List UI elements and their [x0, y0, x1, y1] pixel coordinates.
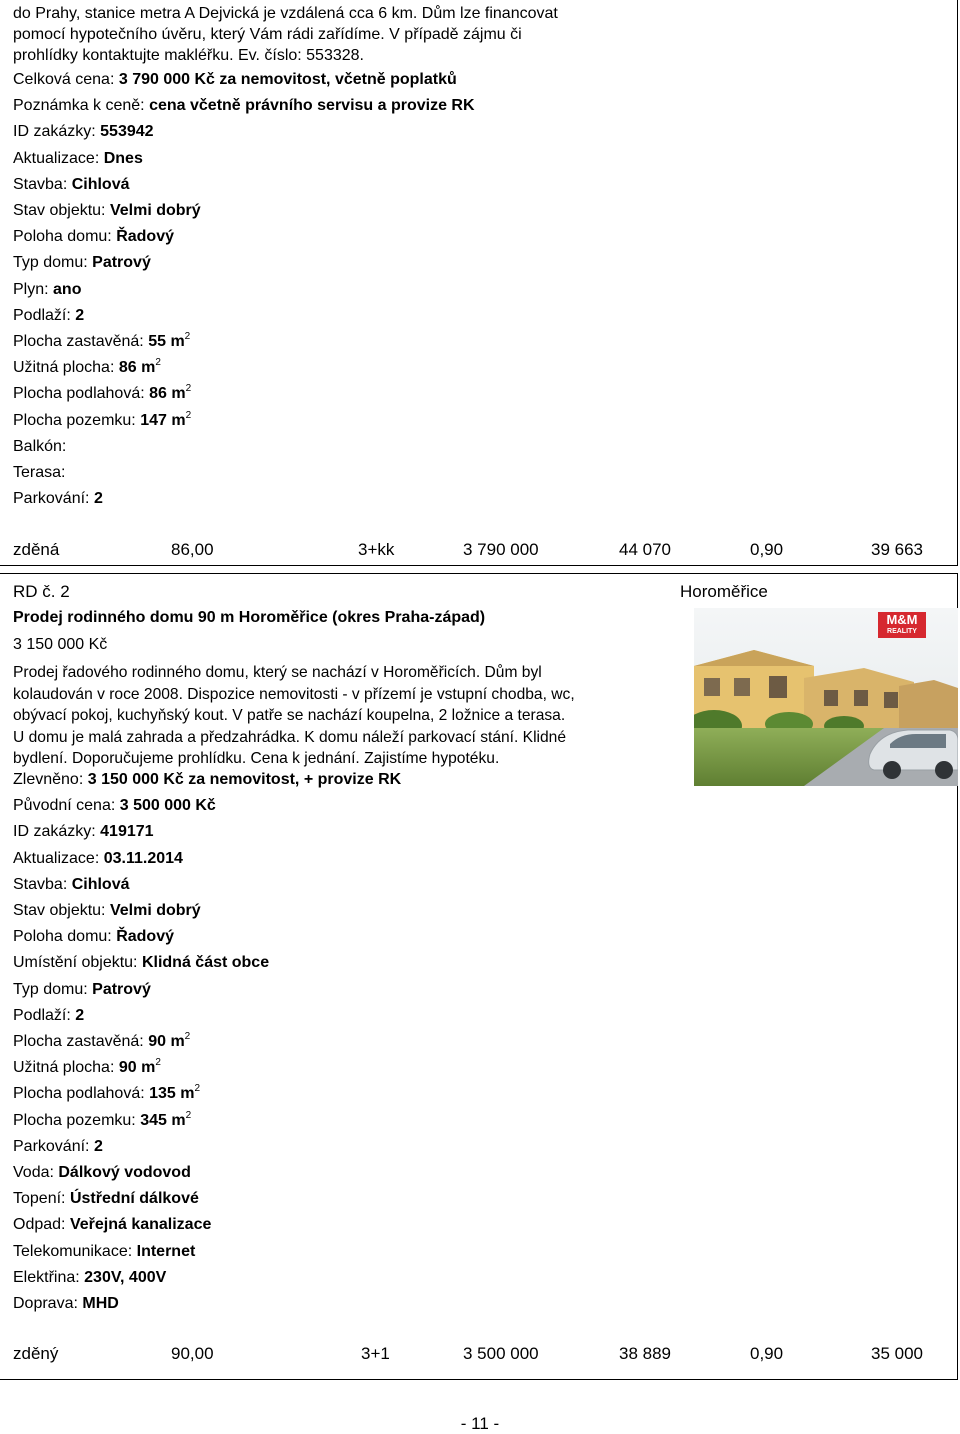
detail-unit-exponent: 2	[185, 383, 192, 395]
detail-row	[13, 875, 130, 895]
detail-label: Stavba:	[13, 875, 72, 893]
detail-row	[13, 953, 269, 973]
detail-row	[13, 1189, 199, 1209]
detail-label: Poloha domu:	[13, 228, 117, 246]
detail-row	[13, 1137, 103, 1157]
detail-row	[13, 1294, 119, 1314]
detail-value: Cihlová	[71, 875, 130, 893]
detail-label: ID zakázky:	[13, 123, 101, 141]
detail-row	[13, 358, 161, 378]
detail-unit-exponent: 2	[155, 1057, 161, 1069]
intro-paragraph	[13, 3, 659, 66]
detail-label: Podlaží:	[13, 1006, 76, 1024]
detail-value: 3 150 000 Kč za nemovitost, + provize RK	[87, 771, 402, 788]
detail-label: Umístění objektu:	[13, 954, 142, 972]
detail-label: Voda:	[13, 1164, 59, 1181]
detail-label: Plocha zastavěná:	[13, 1033, 149, 1050]
detail-value: Klidná část obce	[141, 954, 270, 972]
detail-row	[13, 280, 81, 300]
realty-logo	[878, 612, 926, 638]
detail-label: Plocha zastavěná:	[13, 333, 149, 350]
listing-price: 3 150 000 Kč	[13, 636, 108, 653]
detail-label: Stav objektu:	[13, 202, 110, 219]
detail-value: cena včetně právního servisu a provize RK	[149, 97, 475, 115]
detail-row	[13, 437, 66, 457]
detail-unit-exponent: 2	[185, 1109, 192, 1121]
detail-value: 86 m	[149, 385, 186, 403]
description-line: obývací pokoj, kuchyňský kout. V patře se nachází koupelna, 2 ložnice a terasa.	[13, 707, 566, 724]
detail-row	[13, 927, 174, 947]
description-line: bydlení. Doporučujeme prohlídku. Cena k jednání. Zajistíme hypotéku.	[13, 750, 500, 767]
summary-adjusted-price: 35 000	[871, 1344, 923, 1363]
detail-value: 2	[93, 1137, 103, 1155]
detail-label: Stav objektu:	[13, 902, 110, 919]
detail-value: Cihlová	[71, 175, 130, 193]
detail-value: Patrový	[92, 254, 151, 272]
summary-material: zděný	[13, 1344, 59, 1363]
detail-label: Odpad:	[13, 1216, 70, 1234]
detail-value: Řadový	[116, 228, 174, 246]
detail-label: Plocha podlahová:	[13, 1085, 150, 1103]
detail-label: Typ domu:	[13, 980, 93, 998]
detail-row	[13, 411, 191, 431]
listing1-summary-row	[13, 540, 923, 562]
listing-title-main: Prodej rodinného domu 90 m	[13, 609, 235, 626]
detail-row	[13, 796, 216, 816]
detail-row	[13, 1032, 190, 1052]
detail-value: Řadový	[116, 928, 174, 946]
detail-row	[13, 822, 154, 842]
detail-row	[13, 201, 201, 221]
detail-value: 90 m	[118, 1059, 156, 1077]
detail-row	[13, 1242, 195, 1262]
detail-value: 55 m	[148, 333, 185, 350]
detail-value: 86 m	[118, 359, 156, 377]
summary-price-per-m2: 38 889	[619, 1344, 671, 1363]
detail-label: Stavba:	[13, 175, 72, 193]
detail-unit-exponent: 2	[185, 409, 192, 421]
detail-value: Velmi dobrý	[109, 902, 201, 919]
detail-label: Užitná plocha:	[13, 1059, 119, 1077]
detail-value: 2	[75, 1006, 85, 1024]
summary-area: 86,00	[171, 540, 214, 559]
detail-unit-exponent: 2	[184, 1031, 191, 1042]
detail-label: Původní cena:	[13, 797, 120, 815]
summary-layout: 3+1	[361, 1344, 390, 1363]
detail-label: Užitná plocha:	[13, 359, 119, 377]
description-line: Prodej řadového rodinného domu, který se nachází v Horoměřicích. Dům byl	[13, 664, 542, 681]
detail-label: Plyn:	[13, 280, 54, 298]
detail-label: Zlevněno:	[13, 771, 88, 788]
detail-value: Patrový	[92, 980, 151, 998]
description-line: U domu je malá zahrada a předzahrádka. K domu náleží parkovací stání. Klidné	[13, 728, 567, 746]
detail-value: 147 m	[140, 411, 186, 429]
detail-label: Podlaží:	[13, 306, 76, 324]
detail-label: Celková cena:	[13, 71, 119, 88]
detail-label: Aktualizace:	[13, 149, 104, 167]
detail-row	[13, 463, 65, 483]
summary-adjusted-price: 39 663	[871, 540, 923, 559]
realty-logo-text: M&M	[886, 612, 918, 627]
intro-line: pomocí hypotečního úvěru, který Vám rádi zařídíme. V případě zájmu či	[13, 26, 522, 43]
detail-row	[13, 306, 84, 326]
detail-row	[13, 901, 201, 921]
detail-unit-exponent: 2	[194, 1083, 201, 1095]
summary-layout: 3+kk	[358, 540, 395, 559]
detail-value: Ústřední dálkové	[69, 1190, 199, 1208]
detail-unit-exponent: 2	[155, 357, 161, 369]
detail-value: Dnes	[103, 149, 143, 167]
listing2-border-bottom	[0, 1379, 958, 1380]
summary-coefficient: 0,90	[750, 540, 784, 559]
detail-row	[13, 1058, 161, 1078]
listing2-summary-row	[13, 1344, 923, 1366]
detail-row	[13, 1006, 84, 1026]
detail-label: Poloha domu:	[13, 928, 117, 946]
detail-value: 345 m	[140, 1111, 186, 1129]
summary-price: 3 500 000	[463, 1344, 539, 1363]
listing1-border-bottom	[0, 565, 958, 566]
detail-value: 419171	[100, 823, 154, 841]
detail-value: 3 790 000 Kč za nemovitost, včetně poplatků	[118, 71, 457, 88]
detail-row	[13, 1268, 166, 1288]
detail-row	[13, 332, 190, 352]
property-photo	[694, 608, 958, 786]
detail-value: 2	[75, 306, 85, 324]
detail-row	[13, 384, 191, 404]
listing-title	[13, 609, 485, 627]
detail-row	[13, 770, 401, 790]
detail-label: Doprava:	[13, 1295, 83, 1312]
intro-line: prohlídky kontaktujte makléřku. Ev. číslo: 553328.	[13, 47, 364, 64]
detail-row	[13, 70, 457, 90]
detail-row	[13, 227, 174, 247]
detail-row	[13, 489, 103, 509]
detail-label: ID zakázky:	[13, 823, 101, 841]
detail-label: Parkování:	[13, 1137, 94, 1155]
detail-row	[13, 253, 151, 273]
detail-value: Internet	[136, 1242, 196, 1260]
detail-label: Topení:	[13, 1190, 70, 1208]
detail-row	[13, 1163, 191, 1183]
description-line: kolaudován v roce 2008. Dispozice nemovitosti - v přízemí je vstupní chodba, wc,	[13, 685, 575, 703]
detail-value: Dálkový vodovod	[58, 1164, 191, 1181]
detail-label: Poznámka k ceně:	[13, 97, 150, 115]
listing1-border-right	[957, 0, 958, 566]
detail-value: 3 500 000 Kč	[119, 797, 216, 815]
detail-value: 2	[93, 490, 103, 508]
detail-label: Balkón:	[13, 437, 67, 455]
detail-label: Elektřina:	[13, 1268, 85, 1286]
summary-material: zděná	[13, 540, 60, 559]
detail-value: 90 m	[148, 1033, 185, 1050]
listing-location: Horoměřice	[680, 582, 768, 601]
detail-value: Velmi dobrý	[109, 202, 201, 219]
summary-area: 90,00	[171, 1344, 214, 1363]
detail-row	[13, 1111, 191, 1131]
detail-unit-exponent: 2	[184, 331, 191, 342]
realty-logo-subtext: REALITY	[887, 628, 917, 635]
listing-title-rest: Horoměřice (okres Praha-západ)	[234, 609, 486, 626]
detail-row	[13, 96, 475, 116]
detail-value: 03.11.2014	[103, 849, 183, 867]
detail-row	[13, 122, 154, 142]
detail-value: 553942	[100, 123, 154, 141]
detail-label: Terasa:	[13, 464, 66, 481]
detail-label: Plocha pozemku:	[13, 411, 141, 429]
page-number: - 11 -	[460, 1414, 500, 1433]
detail-value: 135 m	[149, 1085, 195, 1103]
detail-row	[13, 849, 183, 869]
detail-row	[13, 1084, 200, 1104]
detail-row	[13, 1215, 211, 1235]
detail-row	[13, 175, 130, 195]
detail-value: 230V, 400V	[84, 1268, 167, 1286]
detail-label: Parkování:	[13, 490, 94, 508]
detail-value: ano	[53, 280, 82, 298]
listing-description	[13, 662, 659, 770]
summary-price-per-m2: 44 070	[619, 540, 671, 559]
detail-value: Veřejná kanalizace	[69, 1216, 212, 1234]
detail-label: Plocha pozemku:	[13, 1111, 141, 1129]
detail-label: Typ domu:	[13, 254, 93, 272]
detail-row	[13, 149, 143, 169]
listing-code: RD č. 2	[13, 582, 70, 601]
detail-label: Aktualizace:	[13, 849, 104, 867]
summary-price: 3 790 000	[463, 540, 539, 559]
intro-line: do Prahy, stanice metra A Dejvická je vzdálená cca 6 km. Dům lze financovat	[13, 5, 558, 22]
detail-label: Telekomunikace:	[13, 1242, 137, 1260]
detail-row	[13, 980, 151, 1000]
summary-coefficient: 0,90	[750, 1344, 784, 1363]
detail-value: MHD	[82, 1295, 119, 1312]
listing2-border-top	[0, 573, 958, 574]
detail-label: Plocha podlahová:	[13, 385, 150, 403]
